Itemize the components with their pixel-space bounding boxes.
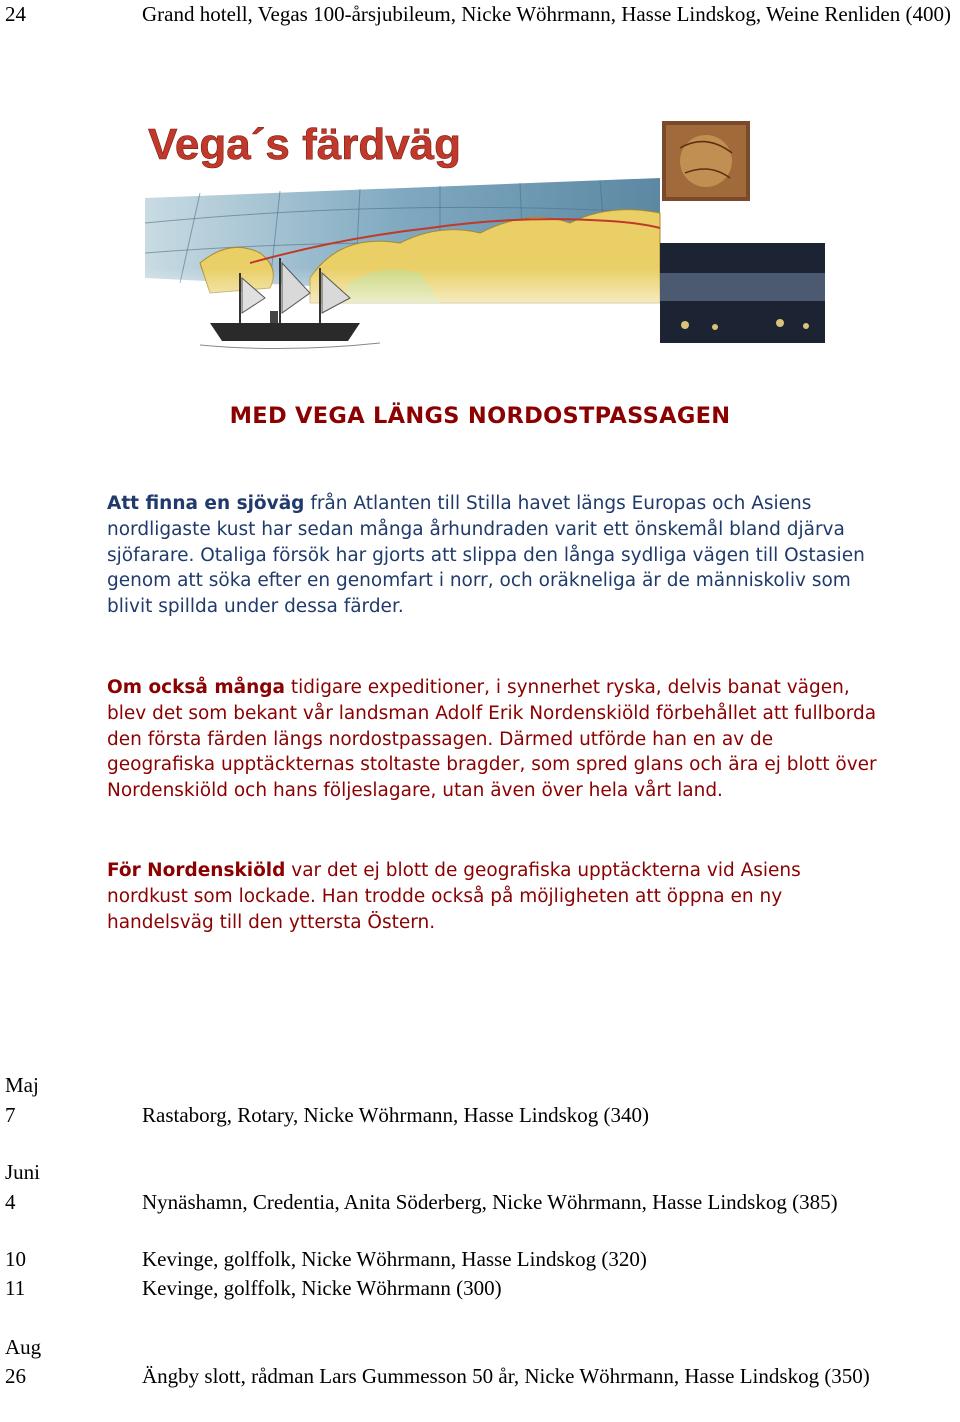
arctic-night-photo	[660, 243, 825, 343]
paragraph-lead: Om också många	[107, 677, 286, 698]
entry-day: 24	[5, 2, 26, 26]
entry-day: 10	[5, 1247, 26, 1271]
month-heading: Maj	[5, 1073, 39, 1097]
paragraph-text: tidigare expeditioner, i synnerhet ryska, delvis banat vägen, blev det som bekant vår landsman Adolf Erik Nordenskiöld förbehållet att fullborda den första färden längs nordostpassagen. Därmed utförde han en av de geografiska upptäckternas stoltaste bragder, som spred glans och ära ej blott över Nordenskiöld och hans följeslagare, utan även över hela vårt land.	[107, 677, 877, 802]
vega-route-banner	[140, 103, 825, 373]
article-paragraph-1	[107, 491, 877, 620]
month-heading: Juni	[5, 1160, 41, 1184]
month-heading: Aug	[5, 1335, 42, 1359]
paragraph-text: från Atlanten till Stilla havet längs Europas och Asiens nordligaste kust har sedan många århundraden varit ett önskemål bland djärva sjöfarare. Otaliga försök har gjorts att slippa den långa sydliga vägen till Ostasien genom att söka efter en genomfart i norr, och oräkneliga är de människoliv som blivit spillda under dessa färder.	[107, 493, 865, 618]
entry-text: Ängby slott, rådman Lars Gummesson 50 år, Nicke Wöhrmann, Hasse Lindskog (350)	[142, 1364, 870, 1388]
entry-text: Grand hotell, Vegas 100-årsjubileum, Nicke Wöhrmann, Hasse Lindskog, Weine Renliden (400)	[142, 2, 951, 26]
entry-text: Kevinge, golffolk, Nicke Wöhrmann, Hasse Lindskog (320)	[142, 1247, 647, 1271]
entry-day: 26	[5, 1364, 26, 1388]
banner-title: Vega´s färdväg	[148, 120, 462, 169]
paragraph-text: var det ej blott de geografiska upptäckterna vid Asiens nordkust som lockade. Han trodde också på möjligheten att öppna en ny handelsväg till den yttersta Östern.	[107, 860, 801, 933]
old-map-photo	[662, 121, 750, 201]
article-paragraph-2	[107, 675, 877, 804]
entry-text: Nynäshamn, Credentia, Anita Söderberg, Nicke Wöhrmann, Hasse Lindskog (385)	[142, 1190, 838, 1214]
entry-text: Rastaborg, Rotary, Nicke Wöhrmann, Hasse Lindskog (340)	[142, 1103, 650, 1127]
paragraph-lead: För Nordenskiöld	[107, 860, 286, 881]
entry-day: 4	[5, 1190, 16, 1214]
entry-day: 7	[5, 1103, 16, 1127]
paragraph-lead: Att finna en sjöväg	[107, 493, 305, 514]
article-paragraph-3	[107, 858, 877, 935]
entry-day: 11	[5, 1276, 26, 1300]
entry-text: Kevinge, golffolk, Nicke Wöhrmann (300)	[142, 1276, 502, 1300]
banner-illustration	[140, 103, 825, 373]
article-heading: MED VEGA LÄNGS NORDOSTPASSAGEN	[229, 403, 731, 429]
